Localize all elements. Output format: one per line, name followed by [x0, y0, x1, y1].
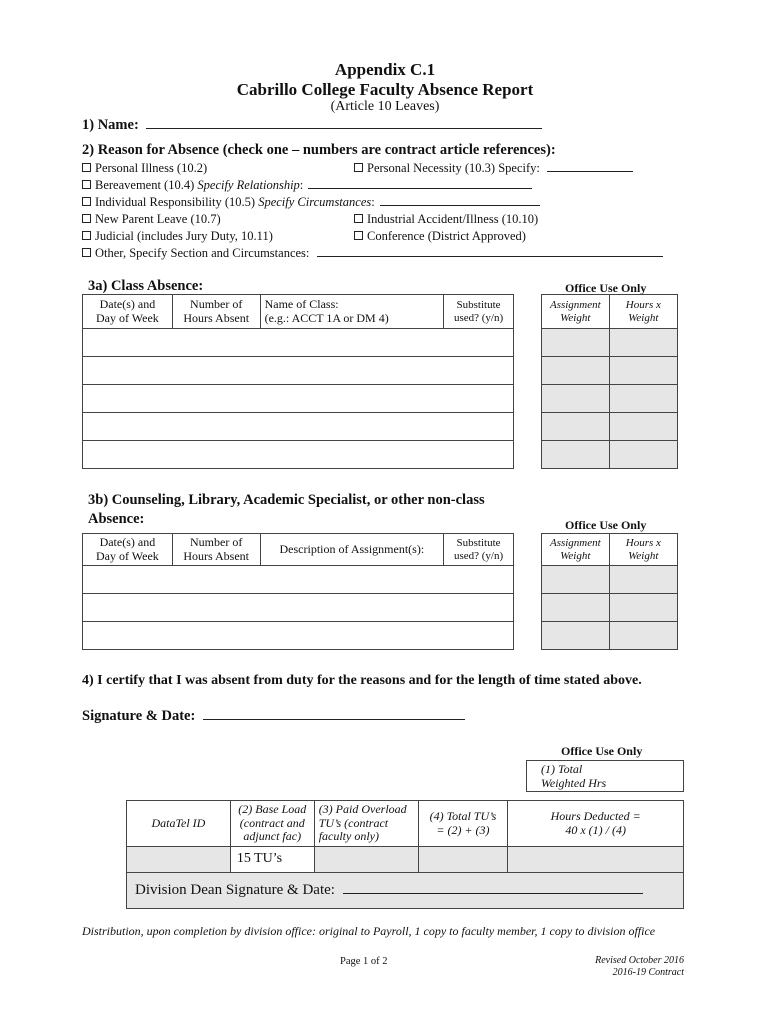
table-cell[interactable]: [609, 329, 677, 357]
base-load-value[interactable]: 15 TU’s: [230, 847, 314, 873]
datatel-id-header: DataTel ID: [127, 801, 231, 847]
office-use-label-bottom: Office Use Only: [561, 744, 643, 758]
dean-signature-row[interactable]: [127, 873, 684, 909]
certify-statement: 4) I certify that I was absent from duty for the reasons and for the length of time stated above.: [82, 673, 642, 688]
table-row[interactable]: [83, 385, 514, 413]
reason-heading: 2) Reason for Absence (check one – numbers are contract article references):: [82, 142, 556, 158]
distribution-note: Distribution, upon completion by division office: original to Payroll, 1 copy to faculty member, 1 copy to division office: [82, 924, 656, 938]
office-use-table-3b: [541, 533, 678, 650]
appendix-title: Appendix C.1: [334, 60, 436, 79]
name-row: [82, 117, 542, 134]
checkbox-icon[interactable]: [354, 214, 363, 223]
table-cell[interactable]: [542, 622, 610, 650]
checkbox-icon[interactable]: [354, 163, 363, 172]
office-use-table-3a: [541, 294, 678, 469]
hours-deducted-cell[interactable]: [508, 847, 684, 873]
table-cell[interactable]: [542, 329, 610, 357]
option-new-parent[interactable]: New Parent Leave (10.7): [82, 212, 221, 227]
table-cell[interactable]: [609, 622, 677, 650]
table-row[interactable]: [83, 413, 514, 441]
datatel-id-cell[interactable]: [127, 847, 231, 873]
total-tu-header: (4) Total TU’s = (2) + (3): [418, 801, 508, 847]
col-description: Description of Assignment(s):: [260, 534, 444, 566]
office-use-label-3a: Office Use Only: [565, 281, 647, 295]
nonclass-absence-table: [82, 533, 514, 650]
name-label: 1) Name:: [82, 117, 139, 133]
table-cell[interactable]: [542, 594, 610, 622]
hours-deducted-header: Hours Deducted = 40 x (1) / (4): [508, 801, 684, 847]
dean-signature-label: Division Dean Signature & Date:: [135, 881, 335, 898]
col-hours: Number of Hours Absent: [172, 534, 260, 566]
table-row[interactable]: [83, 329, 514, 357]
table-cell[interactable]: [542, 413, 610, 441]
paid-overload-header: (3) Paid Overload TU’s (contract faculty only): [314, 801, 418, 847]
dean-signature-field[interactable]: [343, 882, 643, 894]
col-dates: Date(s) and Day of Week: [83, 295, 173, 329]
table-cell[interactable]: [609, 441, 677, 469]
checkbox-icon[interactable]: [82, 231, 91, 240]
option-bereavement[interactable]: Bereavement (10.4) Specify Relationship:: [82, 178, 532, 193]
option-other[interactable]: Other, Specify Section and Circumstances:: [82, 246, 663, 261]
table-row[interactable]: [83, 594, 514, 622]
checkbox-icon[interactable]: [354, 231, 363, 240]
page-subtitle: (Article 10 Leaves): [330, 99, 440, 114]
option-personal-necessity[interactable]: Personal Necessity (10.3) Specify:: [354, 161, 633, 176]
page-title: Cabrillo College Faculty Absence Report: [236, 80, 534, 99]
table-row[interactable]: [83, 566, 514, 594]
table-cell[interactable]: [609, 566, 677, 594]
table-cell[interactable]: [542, 441, 610, 469]
checkbox-icon[interactable]: [82, 214, 91, 223]
option-personal-illness[interactable]: Personal Illness (10.2): [82, 161, 207, 176]
section-3a-heading: 3a) Class Absence:: [88, 278, 204, 294]
col-substitute: Substitute used? (y/n): [444, 295, 514, 329]
checkbox-icon[interactable]: [82, 163, 91, 172]
section-3b-heading-1: 3b) Counseling, Library, Academic Specialist, or other non-class: [88, 492, 485, 508]
col-dates: Date(s) and Day of Week: [83, 534, 173, 566]
page-number: Page 1 of 2: [340, 956, 388, 967]
table-cell[interactable]: [542, 385, 610, 413]
checkbox-icon[interactable]: [82, 197, 91, 206]
office-calc-table: [126, 800, 684, 909]
personal-necessity-field[interactable]: [547, 161, 633, 172]
class-absence-table: [82, 294, 514, 469]
other-field[interactable]: [317, 246, 663, 257]
col-hours-weight: Hours x Weight: [609, 534, 677, 566]
total-tu-cell[interactable]: [418, 847, 508, 873]
checkbox-icon[interactable]: [82, 248, 91, 257]
table-cell[interactable]: [609, 413, 677, 441]
col-assignment-weight: Assignment Weight: [542, 534, 610, 566]
signature-field[interactable]: [203, 708, 465, 720]
total-weighted-box[interactable]: (1) Total Weighted Hrs: [526, 760, 684, 792]
option-industrial[interactable]: Industrial Accident/Illness (10.10): [354, 212, 538, 227]
table-row[interactable]: [83, 357, 514, 385]
revision-note: Revised October 2016 2016-19 Contract: [595, 955, 684, 978]
table-cell[interactable]: [542, 566, 610, 594]
col-substitute: Substitute used? (y/n): [444, 534, 514, 566]
table-row[interactable]: [83, 441, 514, 469]
col-hours: Number of Hours Absent: [172, 295, 260, 329]
col-hours-weight: Hours x Weight: [609, 295, 677, 329]
table-cell[interactable]: [609, 385, 677, 413]
base-load-header: (2) Base Load (contract and adjunct fac): [230, 801, 314, 847]
paid-overload-cell[interactable]: [314, 847, 418, 873]
table-cell[interactable]: [609, 594, 677, 622]
table-cell[interactable]: [542, 357, 610, 385]
signature-label: Signature & Date:: [82, 708, 196, 724]
col-class: Name of Class: (e.g.: ACCT 1A or DM 4): [260, 295, 443, 329]
table-cell[interactable]: [609, 357, 677, 385]
relationship-field[interactable]: [308, 178, 532, 189]
table-row[interactable]: [83, 622, 514, 650]
option-judicial[interactable]: Judicial (includes Jury Duty, 10.11): [82, 229, 273, 244]
section-3b-heading-2: Absence:: [88, 511, 145, 527]
name-field[interactable]: [146, 117, 542, 129]
option-individual-responsibility[interactable]: Individual Responsibility (10.5) Specify Circumstances:: [82, 195, 540, 210]
circumstances-field[interactable]: [380, 195, 540, 206]
checkbox-icon[interactable]: [82, 180, 91, 189]
signature-row: [82, 708, 465, 725]
option-conference[interactable]: Conference (District Approved): [354, 229, 526, 244]
office-use-label-3b: Office Use Only: [565, 518, 647, 532]
col-assignment-weight: Assignment Weight: [542, 295, 610, 329]
